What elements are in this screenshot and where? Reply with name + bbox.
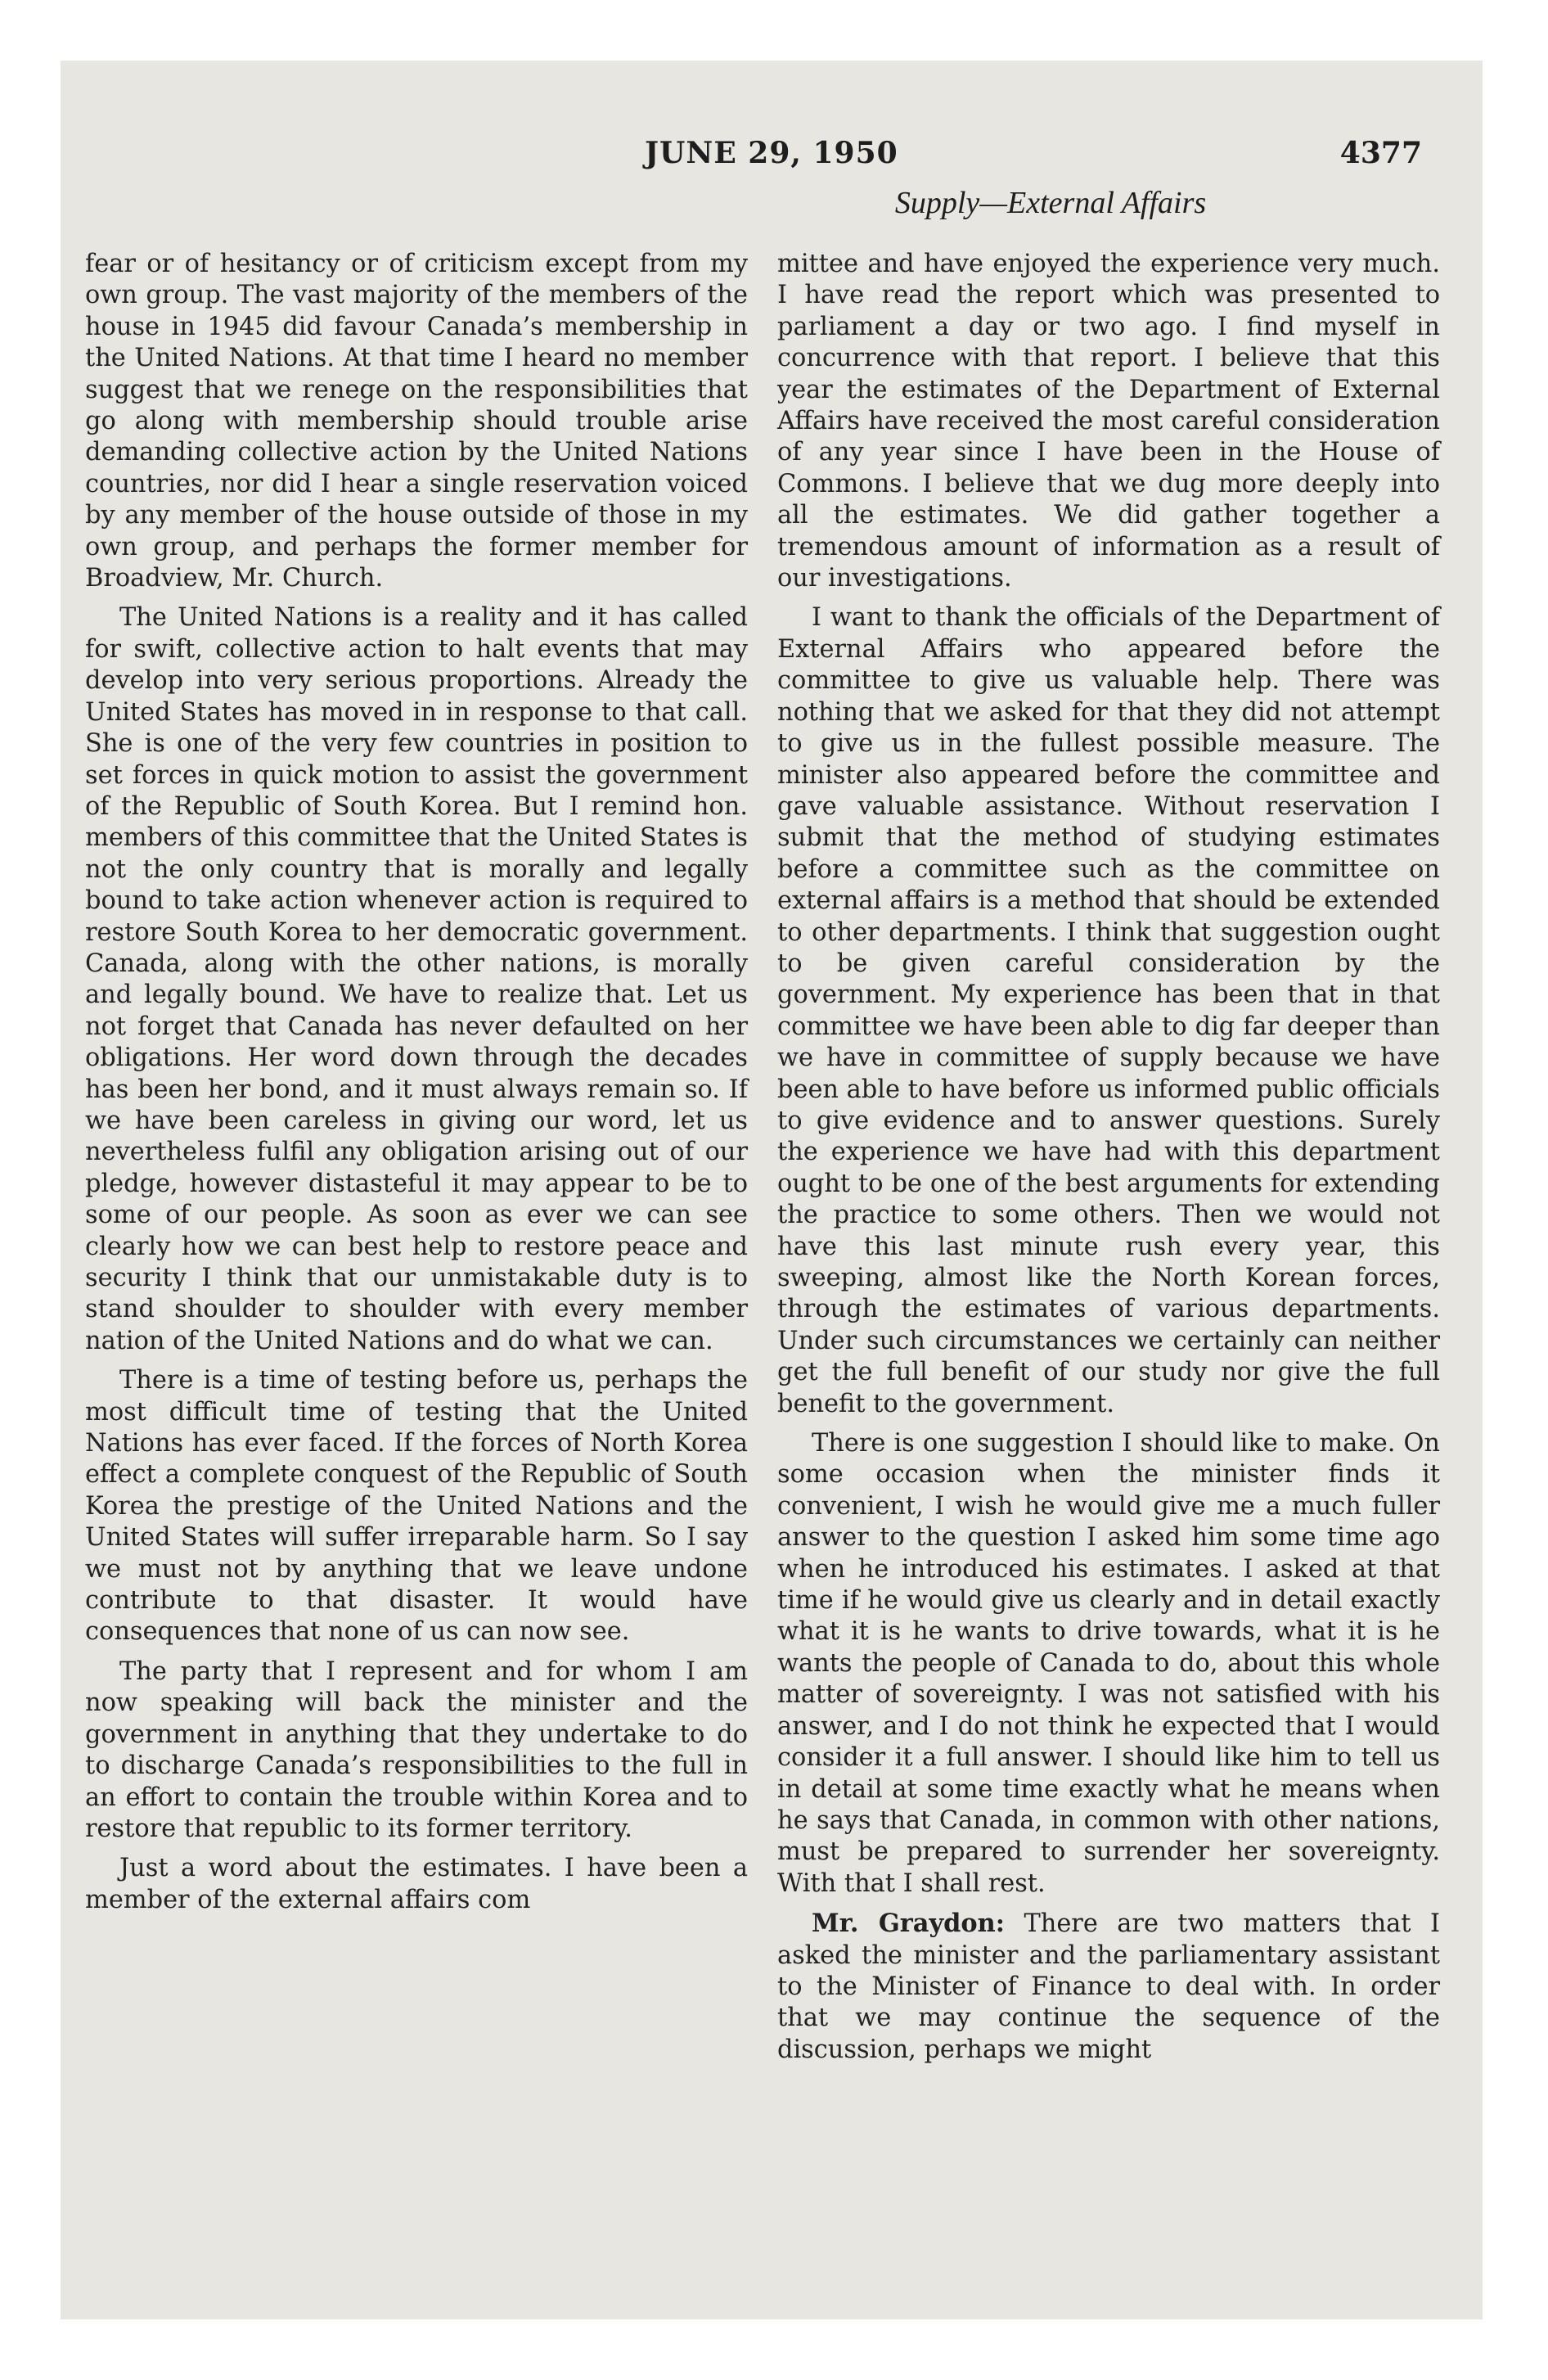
paragraph: mittee and have enjoyed the experience very much. I have read the report which was presented to parliament a day or two ago. I find myself in concurrence with that report. I believe that this year the estimates of the Department of External Affairs have received the most careful consideration of any year since I have been in the House of Commons. I believe that we dug more deeply into all the estimates. We did gather together a tremendous amount of information as a result of our investigations. <box>777 250 1440 593</box>
paragraph: The United Nations is a reality and it has called for swift, collective action to halt events that may develop into very serious proportions. Already the United States has moved in in response to that call. She is one of the very few countries in position to set forces in quick motion to assist the government of the Republic of South Korea. But I remind hon. members of this committee that the United States is not the only country that is morally and legally bound to take action whenever action is required to restore South Korea to her democratic government. Canada, along with the other nations, is morally and legally bound. We have to realize that. Let us not forget that Canada has never defaulted on her obligations. Her word down through the decades has been her bond, and it must always remain so. If we have been careless in giving our word, let us nevertheless fulfil any obligation arising out of our pledge, however distasteful it may appear to be to some of our people. As soon as ever we can see clearly how we can best help to restore peace and security I think that our unmistakable duty is to stand shoulder to shoulder with every member nation of the United Nations and do what we can. <box>85 603 748 1355</box>
page-date: JUNE 29, 1950 <box>645 136 898 170</box>
speaker-name: Mr. Graydon: <box>812 1909 1005 1939</box>
speech-text: There are two matters that I asked the minister and the parliamentary assistant to the Minister of Finance to deal with. In order that we may continue the sequence of the discussion, perhaps we might <box>777 1909 1440 2064</box>
section-heading: Supply—External Affairs <box>894 186 1207 220</box>
left-column <box>85 249 748 1924</box>
page-header <box>61 136 1483 185</box>
paragraph: Just a word about the estimates. I have been a member of the external affairs com <box>85 1854 748 1914</box>
paragraph: There is one suggestion I should like to make. On some occasion when the minister finds it convenient, I wish he would give me a much fuller answer to the question I asked him some time ago when he introduced his estimates. I asked at that time if he would give us clearly and in detail exactly what it is he wants to drive towards, what it is he wants the people of Canada to do, about this whole matter of sovereignty. I was not satisfied with his answer, and I do not think he expected that I would consider it a full answer. I should like him to tell us in detail at some time exactly what he means when he says that Canada, in common with other nations, must be prepared to surrender her sovereignty. With that I shall rest. <box>777 1429 1440 1898</box>
right-column <box>777 249 1440 2074</box>
paragraph: fear or of hesitancy or of criticism except from my own group. The vast majority of the members of the house in 1945 did favour Canada’s membership in the United Nations. At that time I heard no member suggest that we renege on the responsibilities that go along with membership should trouble arise demanding collective action by the United Nations countries, nor did I hear a single reservation voiced by any member of the house outside of those in my own group, and perhaps the former member for Broadview, Mr. Church. <box>85 250 748 593</box>
paragraph: There is a time of testing before us, perhaps the most difficult time of testing that the United Nations has ever faced. If the forces of North Korea effect a complete conquest of the Republic of South Korea the prestige of the United Nations and the United States will suffer irreparable harm. So I say we must not by anything that we leave undone contribute to that disaster. It would have consequences that none of us can now see. <box>85 1366 748 1647</box>
paragraph: I want to thank the officials of the Department of External Affairs who appeared before the committee to give us valuable help. There was nothing that we asked for that they did not attempt to give us in the fullest possible measure. The minister also appeared before the committee and gave valuable assistance. Without reservation I submit that the method of studying estimates before a committee such as the committee on external affairs is a method that should be extended to other departments. I think that suggestion ought to be given careful consideration by the government. My experience has been that in that committee we have been able to dig far deeper than we have in committee of supply because we have been able to have before us informed public officials to give evidence and to answer questions. Surely the experience we have had with this department ought to be one of the best arguments for extending the practice to some others. Then we would not have this last minute rush every year, this sweeping, almost like the North Korean forces, through the estimates of various departments. Under such circumstances we certainly can neither get the full benefit of our study nor give the full benefit to the government. <box>777 603 1440 1418</box>
page <box>61 61 1483 2319</box>
page-number: 4377 <box>1339 136 1422 170</box>
paragraph: The party that I represent and for whom I am now speaking will back the minister and the government in anything that they undertake to do to discharge Canada’s responsibilities to the full in an effort to contain the trouble within Korea and to restore that republic to its former territory. <box>85 1657 748 1843</box>
paragraph <box>777 1908 1440 2066</box>
